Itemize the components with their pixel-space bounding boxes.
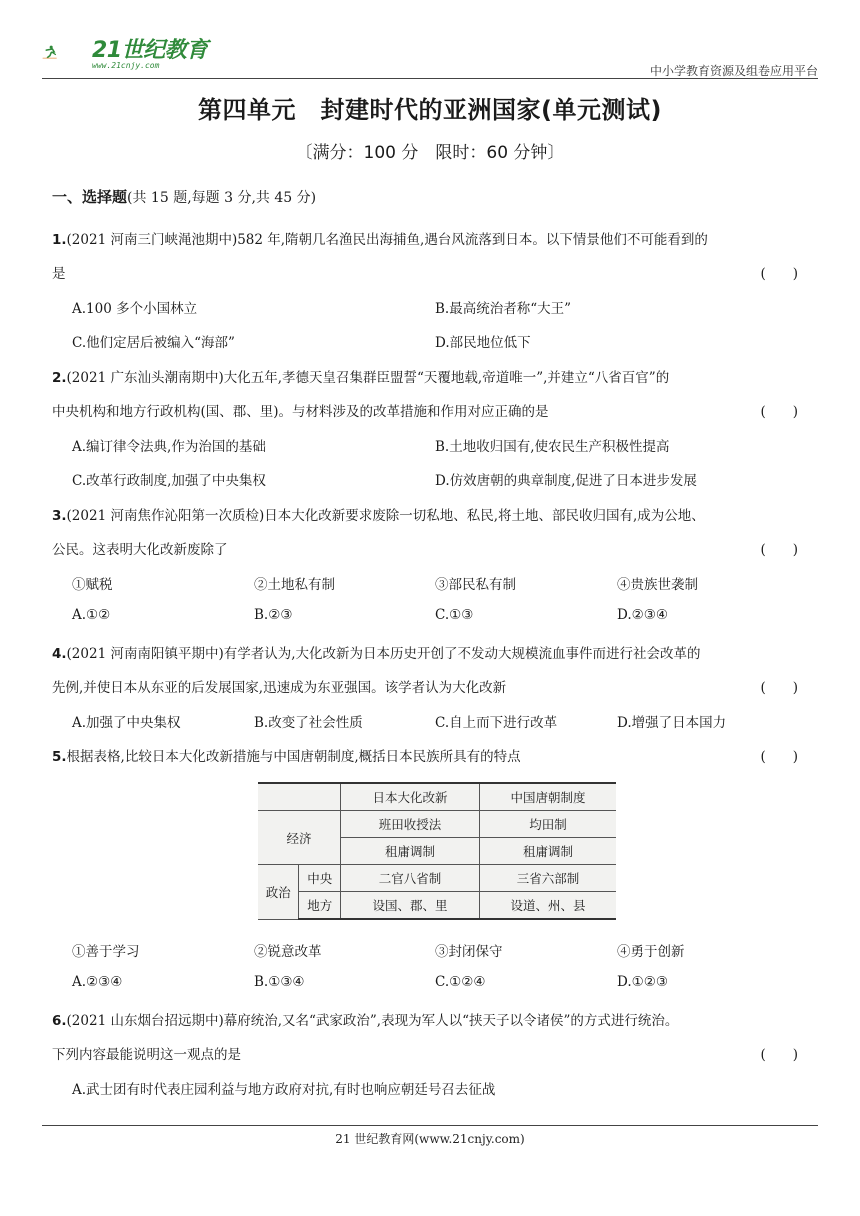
question-text-cont: 先例,并使日本从东亚的后发展国家,迅速成为东亚强国。该学者认为大化改新 <box>52 680 507 696</box>
table-row <box>258 892 616 920</box>
row-label-local: 地方 <box>299 892 341 920</box>
question-text-cont: 是 <box>52 266 66 282</box>
table-header-japan: 日本大化改新 <box>341 783 480 811</box>
statement-2: ②土地私有制 <box>254 577 335 593</box>
section-heading <box>52 186 316 207</box>
footer-text: 21 世纪教育网(www.21cnjy.com) <box>335 1132 525 1146</box>
question-text: (2021 河南焦作沁阳第一次质检)日本大化改新要求废除一切私地、私民,将土地、部民收归国有,成为公地、 <box>66 508 705 524</box>
option-c: C.自上而下进行改革 <box>435 715 558 731</box>
statement-4: ④贵族世袭制 <box>617 577 698 593</box>
option-c: C.他们定居后被编入“海部” <box>72 335 235 351</box>
question-number: 5. <box>52 749 67 765</box>
question-3 <box>52 504 705 524</box>
answer-paren: ( ) <box>760 266 798 282</box>
question-text-cont: 公民。这表明大化改新废除了 <box>52 542 228 558</box>
table-cell: 设道、州、县 <box>480 892 617 920</box>
table-row <box>258 783 616 811</box>
question-number: 4. <box>52 646 67 662</box>
table-cell: 设国、郡、里 <box>341 892 480 920</box>
question-5 <box>52 745 521 765</box>
header-divider <box>42 78 818 79</box>
table-cell: 租庸调制 <box>341 838 480 865</box>
statement-3: ③封闭保守 <box>435 944 503 960</box>
option-c: C.改革行政制度,加强了中央集权 <box>72 473 266 489</box>
option-a: A.武士团有时代表庄园利益与地方政府对抗,有时也响应朝廷号召去征战 <box>72 1082 496 1098</box>
answer-paren: ( ) <box>760 1047 798 1063</box>
option-d: D.部民地位低下 <box>435 335 531 351</box>
page-title: 第四单元 封建时代的亚洲国家(单元测试) <box>198 96 662 124</box>
question-number: 6. <box>52 1013 67 1029</box>
question-text: 根据表格,比较日本大化改新措施与中国唐朝制度,概括日本民族所具有的特点 <box>66 749 521 765</box>
logo-url: www.21cnjy.com <box>92 61 160 70</box>
question-text: (2021 山东烟台招远期中)幕府统治,又名“武家政治”,表现为军人以“挟天子以令诸侯”的方式进行统治。 <box>66 1013 679 1029</box>
statement-3: ③部民私有制 <box>435 577 516 593</box>
question-text-cont: 下列内容最能说明这一观点的是 <box>52 1047 241 1063</box>
option-a: A.②③④ <box>72 974 123 990</box>
table-header-tang: 中国唐朝制度 <box>480 783 617 811</box>
question-4 <box>52 642 701 662</box>
answer-paren: ( ) <box>760 749 798 765</box>
option-d: D.仿效唐朝的典章制度,促进了日本进步发展 <box>435 473 697 489</box>
row-label-economy: 经济 <box>258 811 341 865</box>
row-label-politics: 政治 <box>258 865 299 920</box>
table-cell: 租庸调制 <box>480 838 617 865</box>
question-text-cont: 中央机构和地方行政机构(国、郡、里)。与材料涉及的改革措施和作用对应正确的是 <box>52 404 549 420</box>
question-text: (2021 广东汕头潮南期中)大化五年,孝德天皇召集群臣盟誓“天覆地载,帝道唯一”,并建立“八省百官”的 <box>66 370 670 386</box>
question-text: (2021 河南南阳镇平期中)有学者认为,大化改新为日本历史开创了不发动大规模流血事件而进行社会改革的 <box>66 646 701 662</box>
option-a: A.100 多个小国林立 <box>72 301 198 317</box>
answer-paren: ( ) <box>760 680 798 696</box>
question-number: 1. <box>52 232 67 248</box>
option-b: B.改变了社会性质 <box>254 715 363 731</box>
answer-paren: ( ) <box>760 542 798 558</box>
table-cell: 均田制 <box>480 811 617 838</box>
statement-1: ①赋税 <box>72 577 113 593</box>
option-b: B.①③④ <box>254 974 305 990</box>
option-b: B.土地收归国有,使农民生产积极性提高 <box>435 439 670 455</box>
platform-label: 中小学教育资源及组卷应用平台 <box>649 64 818 78</box>
option-d: D.①②③ <box>617 974 668 990</box>
question-1 <box>52 228 708 248</box>
comparison-table <box>258 782 616 920</box>
option-a: A.加强了中央集权 <box>72 715 181 731</box>
question-text: (2021 河南三门峡渑池期中)582 年,隋朝几名渔民出海捕鱼,遇台风流落到日本。以下情景他们不可能看到的 <box>66 232 708 248</box>
option-a: A.编订律令法典,作为治国的基础 <box>72 439 266 455</box>
question-6 <box>52 1009 678 1029</box>
table-cell: 班田收授法 <box>341 811 480 838</box>
question-number: 3. <box>52 508 67 524</box>
option-a: A.①② <box>72 607 111 623</box>
logo-text: 21世纪教育 <box>92 38 208 63</box>
footer-divider <box>42 1125 818 1126</box>
option-d: D.②③④ <box>617 607 668 623</box>
question-2 <box>52 366 669 386</box>
runner-logo-icon <box>42 30 94 74</box>
table-cell: 二官八省制 <box>341 865 480 892</box>
section-label: 一、选择题 <box>52 188 128 206</box>
option-b: B.②③ <box>254 607 293 623</box>
table-cell: 三省六部制 <box>480 865 617 892</box>
option-c: C.①②④ <box>435 974 486 990</box>
answer-paren: ( ) <box>760 404 798 420</box>
section-note: (共 15 题,每题 3 分,共 45 分) <box>127 190 317 206</box>
statement-1: ①善于学习 <box>72 944 140 960</box>
page-subtitle: 〔满分：100 分 限时：60 分钟〕 <box>295 143 565 163</box>
question-number: 2. <box>52 370 67 386</box>
row-label-central: 中央 <box>299 865 341 892</box>
table-row <box>258 865 616 892</box>
statement-2: ②锐意改革 <box>254 944 322 960</box>
statement-4: ④勇于创新 <box>617 944 685 960</box>
option-c: C.①③ <box>435 607 474 623</box>
table-row <box>258 811 616 838</box>
option-b: B.最高统治者称“大王” <box>435 301 572 317</box>
option-d: D.增强了日本国力 <box>617 715 727 731</box>
